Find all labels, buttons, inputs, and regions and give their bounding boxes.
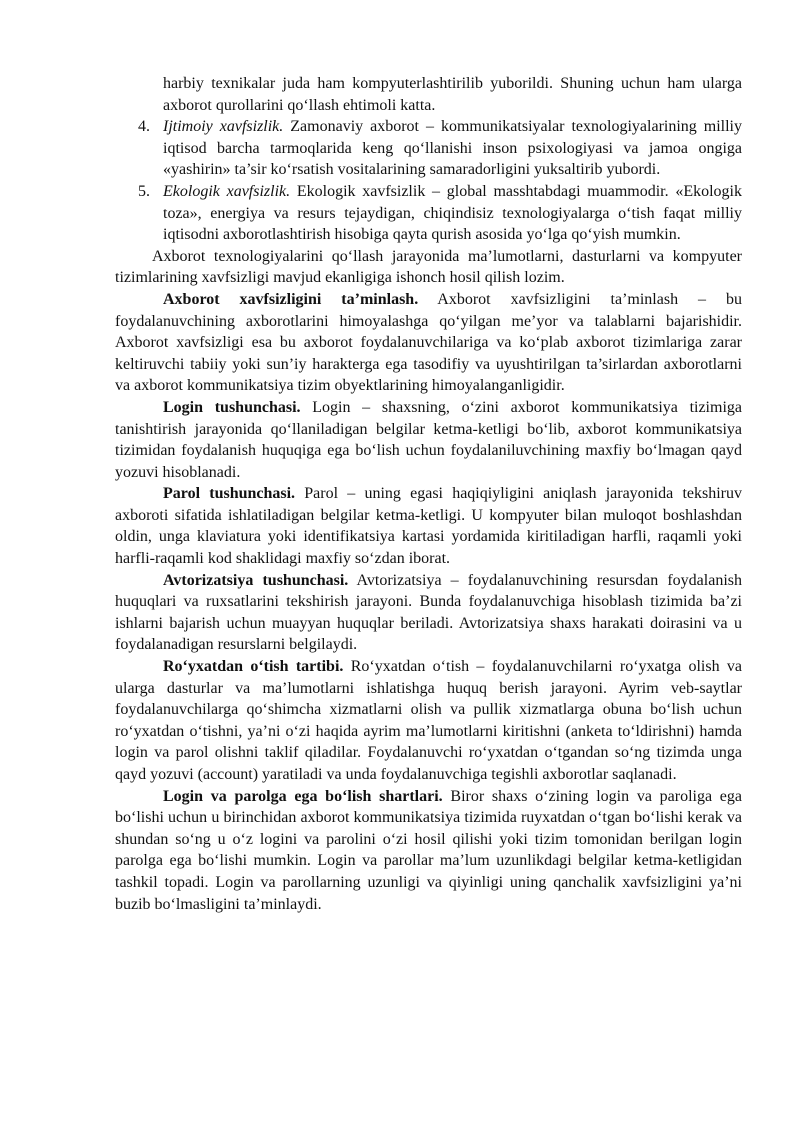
- list-item-social-security: [115, 116, 742, 181]
- paragraph-text: Ro‘yxatdan o‘tish – foydalanuvchilarni ro‘yxatga olish va ularga dasturlar va ma’lumotlarni ishlatishga huquq berish jarayoni. Ayrim veb-saytlar foydalanuvchilarga qo‘shimcha xizmatlarni olish va pullik xizmatlarga obuna bo‘lish uchun ro‘yxatdan o‘tishni, ya’ni o‘zi haqida ayrim ma’lumotlarni kiritishni (anketa to‘ldirishni) hamda login va parol olishni taklif qiladilar. Foydalanuvchi ro‘yxatdan o‘tgandan so‘ng tizimda unga qayd yozuvi (account) yaratiladi va unda foydalanuvchiga tegishli axborotlar saqlanadi.: [115, 658, 743, 783]
- paragraph-term: Axborot xavfsizligini ta’minlash.: [163, 290, 419, 308]
- paragraph-term: Parol tushunchasi.: [163, 485, 296, 503]
- paragraph-text: Biror shaxs o‘zining login va paroliga ega bo‘lishi uchun u birinchidan axborot kommunikatsiya tizimida ruyxatdan o‘tgan bo‘lishi kerak va shundan so‘ng u o‘z logini va parolini o‘zi hosil qilishi yoki tizim tomonidan berilgan login parolga ega bo‘lishi mumkin. Login va parollar ma’lum uzunlikdagi belgilar ketma-ketligidan tashkil topadi. Login va parollarning uzunligi va qiyinligi uning qanchalik xavfsizligini ya’ni buzib bo‘lmasligini ta’minlaydi.: [115, 787, 743, 913]
- list-item-number: 4.: [138, 118, 150, 136]
- paragraph-registration-procedure: [115, 656, 742, 786]
- paragraph-text: Login – shaxsning, o‘zini axborot kommunikatsiya tizimiga tanishtirish jarayonida qo‘llaniladigan belgilar ketma-ketligi bo‘lib, axborot kommunikatsiya tizimidan foydalanish huquqiga ega bo‘lish uchun foydalaniluvchining maxfiy bo‘lmagan qayd yozuvi hisoblanadi.: [115, 398, 742, 481]
- paragraph-authorization-concept: [115, 570, 742, 656]
- list-item-ecological-security: [115, 181, 742, 246]
- list-item-term: Ekologik xavfsizlik.: [163, 182, 291, 200]
- paragraph-text: Parol – uning egasi haqiqiyligini aniqlash jarayonida tekshiruv axboroti sifatida ishlatiladigan belgilar ketma-ketligi. U kompyuter bilan muloqot boshlashdan oldin, unga klaviatura yoki identifikatsiya kartasi yordamida kiritiladigan harfli, raqamli yoki harfli-raqamli kod shaklidagi maxfiy so‘zdan iborat.: [115, 485, 742, 568]
- list-item-term: Ijtimoiy xavfsizlik.: [163, 118, 284, 136]
- paragraph-password-concept: [115, 483, 742, 569]
- intro-paragraph: Axborot texnologiyalarini qo‘llash jarayonida ma’lumotlarni, dasturlarni va kompyuter tizimlarining xavfsizligi mavjud ekanligiga ishonch hosil qilish lozim.: [115, 247, 742, 287]
- paragraph-term: Login va parolga ega bo‘lish shartlari.: [163, 787, 443, 805]
- paragraph-term: Login tushunchasi.: [163, 398, 301, 416]
- list-item-number: 5.: [138, 182, 150, 200]
- security-types-list: [115, 116, 742, 246]
- document-page: [115, 73, 742, 915]
- paragraph-term: Avtorizatsiya tushunchasi.: [163, 571, 349, 589]
- paragraph-login-password-conditions: [115, 786, 742, 916]
- paragraph-term: Ro‘yxatdan o‘tish tartibi.: [163, 658, 344, 676]
- paragraph-text: Avtorizatsiya – foydalanuvchining resursdan foydalanish huquqlari va ruxsatlarini tekshirish jarayoni. Bunda foydalanuvchiga hisoblash tizimida ba’zi ishlarni bajarish uchun muayyan huquqlar beriladi. Avtorizatsiya shaxs harakati doirasini va u foydalanadigan resurslarni belgilaydi.: [115, 571, 742, 654]
- paragraph-text: Axborot xavfsizligini ta’minlash – bu foydalanuvchining axborotlarini himoyalashga qo‘yilgan me’yor va talablarni bajarishidir. Axborot xavfsizligi esa bu axborot foydalanuvchilariga va ko‘plab axborot tizimlariga zarar keltiruvchi tabiiy yoki sun’iy harakterga ega tasodifiy va uyushtirilgan ta’sirlardan axborotlarni va axborot kommunikatsiya tizim obyektlarining himoyalanganligidir.: [115, 290, 742, 395]
- paragraph-login-concept: [115, 397, 742, 483]
- list-item-text: Zamonaviy axborot – kommunikatsiyalar texnologiyalarining milliy iqtisod barcha tarmoqlarida keng qo‘llanishi inson psixologiyasi va jamoa ongiga «yashirin» ta’sir ko‘rsatish vositalarining samaradorligini yuksaltirib yubordi.: [163, 118, 742, 179]
- paragraph-information-security: [115, 289, 742, 397]
- list-item-text: Ekologik xavfsizlik – global masshtabdagi muammodir. «Ekologik toza», energiya va resurs tejaydigan, chiqindisiz texnologiyalarga o‘tish faqat milliy iqtisodni axborotlashtirish hisobiga qayta qurish asosida yo‘lga qo‘yish mumkin.: [163, 182, 742, 244]
- list-continuation-text: harbiy texnikalar juda ham kompyuterlashtirilib yuborildi. Shuning uchun ham ularga axborot qurollarini qo‘llash ehtimoli katta.: [163, 75, 742, 114]
